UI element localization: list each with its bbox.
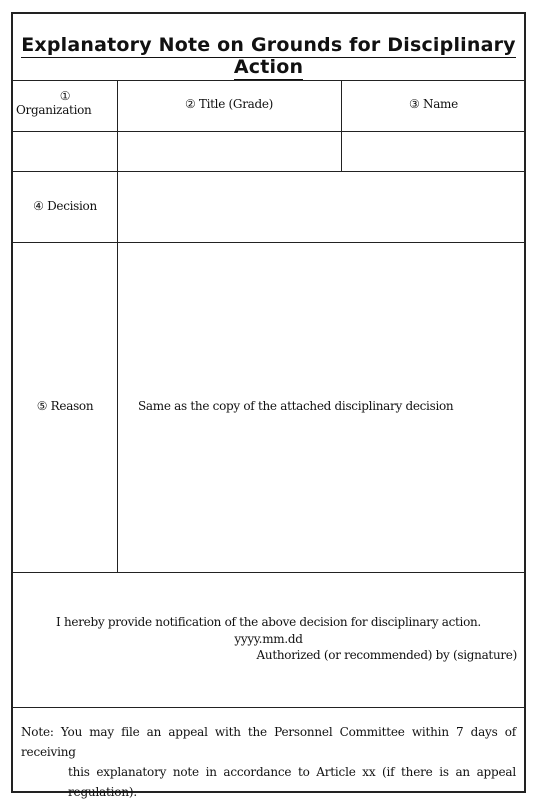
disciplinary-form (11, 12, 526, 799)
decision-field[interactable] (118, 172, 524, 242)
form-title-text: Explanatory Note on Grounds for Disciplinary Action (21, 34, 516, 78)
title-grade-header: ② Title (Grade) (184, 97, 274, 111)
divider (13, 707, 524, 708)
authorization-signature: Authorized (or recommended) by (signature) (256, 648, 517, 662)
appeal-note (21, 722, 516, 802)
title-grade-field[interactable] (118, 132, 341, 171)
divider (13, 572, 524, 573)
organization-header (13, 89, 117, 117)
note-line1: You may file an appeal with the Personnel Committee within 7 days of receiving (21, 725, 516, 759)
divider (13, 242, 524, 243)
notification-date: yyyy.mm.dd (234, 632, 303, 646)
name-field[interactable] (342, 132, 524, 171)
organization-label: Organization (16, 103, 92, 117)
notification-statement: I hereby provide notification of the above decision for disciplinary action. (56, 615, 481, 629)
decision-label: ④ Decision (33, 199, 97, 213)
divider (13, 80, 524, 81)
note-prefix: Note: (21, 725, 54, 739)
name-header: ③ Name (409, 97, 458, 111)
organization-field[interactable] (13, 132, 117, 171)
reason-text: Same as the copy of the attached disciplinary decision (138, 399, 454, 413)
form-title (13, 34, 524, 78)
note-line2: this explanatory note in accordance to Article xx (if there is an appeal regulation). (68, 765, 516, 799)
organization-number: ① (59, 89, 71, 103)
reason-label: ⑤ Reason (36, 399, 94, 413)
